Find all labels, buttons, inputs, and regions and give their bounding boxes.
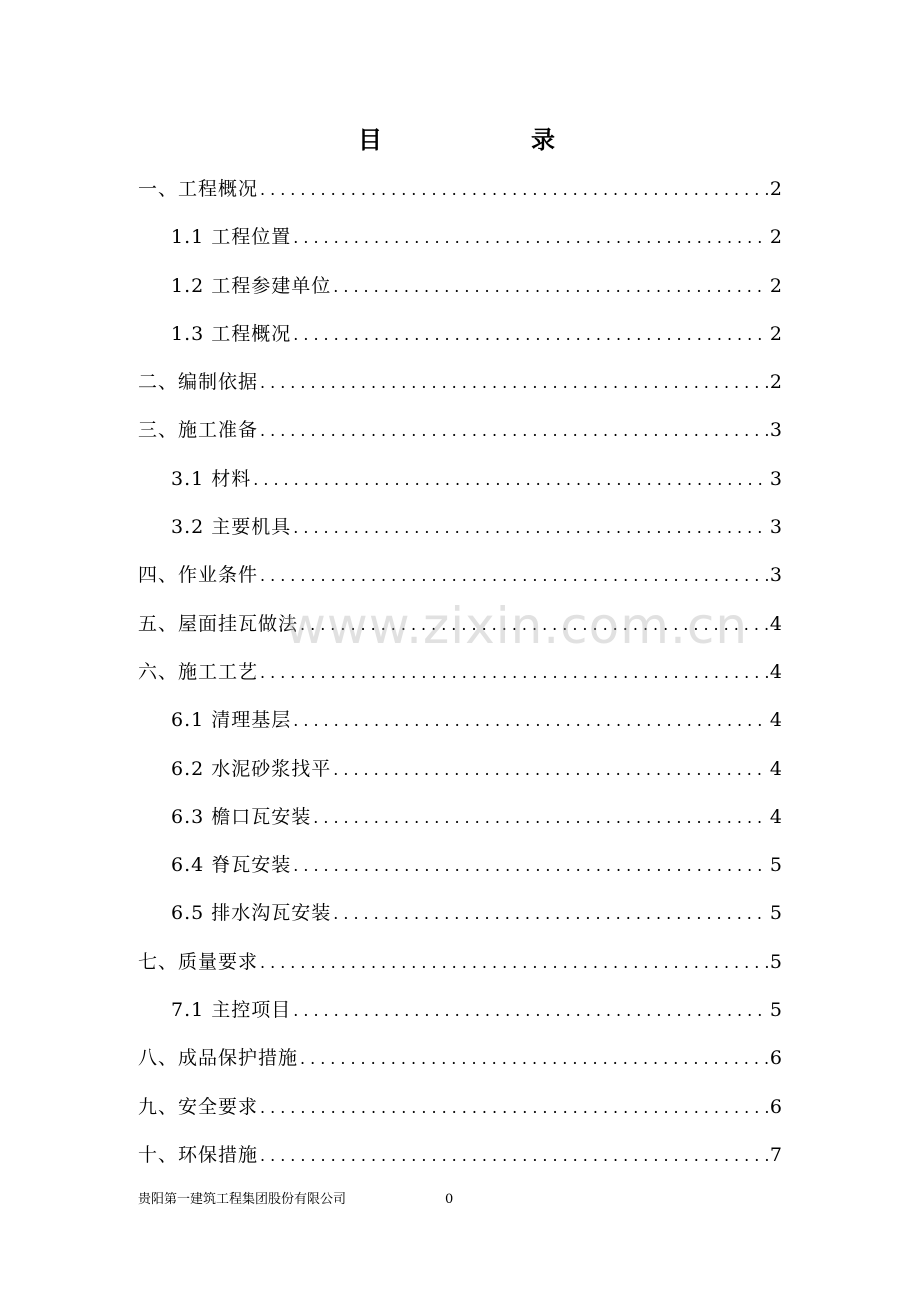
toc-entry-page: 2 xyxy=(769,274,782,297)
toc-entry-page: 4 xyxy=(769,805,782,828)
toc-entry-page: 3 xyxy=(769,467,782,490)
title-char-1: 目 xyxy=(358,125,382,154)
toc-entry-label: 1.2 工程参建单位 xyxy=(171,274,332,297)
toc-entry-page: 5 xyxy=(769,854,782,877)
toc-entry[interactable] xyxy=(138,406,782,454)
page-title xyxy=(0,122,920,158)
footer-page-number: 0 xyxy=(445,1192,454,1207)
toc-entry-label: 6.3 檐口瓦安装 xyxy=(171,805,312,828)
toc-entry[interactable] xyxy=(138,455,782,503)
toc-leader-dots xyxy=(260,166,768,214)
toc-entry-label: 6.4 脊瓦安装 xyxy=(171,854,292,877)
toc-entry-label: 四、作业条件 xyxy=(138,564,259,587)
toc-entry-page: 4 xyxy=(769,612,782,635)
title-char-2: 录 xyxy=(531,125,555,154)
toc-entry-label: 6.5 排水沟瓦安装 xyxy=(171,902,332,925)
toc-entry-label: 三、施工准备 xyxy=(138,419,259,442)
toc-leader-dots xyxy=(260,407,768,455)
toc-entry[interactable] xyxy=(138,938,782,986)
toc-leader-dots xyxy=(260,1084,768,1132)
toc-entry[interactable] xyxy=(138,793,782,841)
toc-entry[interactable] xyxy=(138,648,782,696)
toc-entry-page: 6 xyxy=(769,1047,782,1070)
toc-leader-dots xyxy=(293,842,768,890)
toc-entry-label: 一、工程概况 xyxy=(138,178,259,200)
toc-entry-label: 七、质量要求 xyxy=(138,950,259,973)
toc-entry[interactable] xyxy=(138,986,782,1034)
toc-entry-page: 5 xyxy=(769,999,782,1022)
toc-entry[interactable] xyxy=(138,503,782,551)
toc-entry[interactable] xyxy=(138,696,782,744)
toc-entry-label: 八、成品保护措施 xyxy=(138,1047,299,1070)
toc-entry-page: 2 xyxy=(769,371,782,394)
toc-entry-page: 2 xyxy=(769,178,782,200)
toc-leader-dots xyxy=(293,214,768,262)
toc-leader-dots xyxy=(293,504,768,552)
toc-entry-page: 3 xyxy=(769,516,782,539)
toc-entry-page: 3 xyxy=(769,564,782,587)
toc-leader-dots xyxy=(313,794,768,842)
toc-leader-dots xyxy=(293,311,768,359)
toc-entry-label: 3.2 主要机具 xyxy=(171,516,292,539)
toc-entry[interactable] xyxy=(138,165,782,213)
toc-leader-dots xyxy=(260,649,768,697)
toc-entry-label: 6.1 清理基层 xyxy=(171,709,292,732)
toc-entry-label: 六、施工工艺 xyxy=(138,660,259,683)
toc-entry[interactable] xyxy=(138,889,782,937)
toc-entry-label: 十、环保措施 xyxy=(138,1143,259,1166)
toc-entry-page: 4 xyxy=(769,709,782,732)
toc-leader-dots xyxy=(260,939,768,987)
toc-leader-dots xyxy=(253,456,768,504)
toc-entry[interactable] xyxy=(138,745,782,793)
toc-entry-page: 5 xyxy=(769,902,782,925)
toc-entry-label: 3.1 材料 xyxy=(171,467,252,490)
toc-entry[interactable] xyxy=(138,841,782,889)
watermark: www.zixin.com.cn xyxy=(285,597,749,655)
toc-entry[interactable] xyxy=(138,1131,782,1179)
toc-entry-label: 二、编制依据 xyxy=(138,371,259,394)
toc-leader-dots xyxy=(293,987,768,1035)
toc-entry-label: 1.3 工程概况 xyxy=(171,322,292,345)
table-of-contents xyxy=(138,165,782,1179)
toc-entry[interactable] xyxy=(138,358,782,406)
toc-entry-label: 九、安全要求 xyxy=(138,1095,259,1118)
toc-entry-label: 五、屋面挂瓦做法 xyxy=(138,612,299,635)
toc-entry[interactable] xyxy=(138,551,782,599)
toc-entry-page: 5 xyxy=(769,950,782,973)
toc-entry-label: 1.1 工程位置 xyxy=(171,226,292,249)
toc-leader-dots xyxy=(293,697,768,745)
toc-leader-dots xyxy=(300,1035,768,1083)
toc-entry[interactable] xyxy=(138,1034,782,1082)
toc-leader-dots xyxy=(260,1132,768,1180)
toc-entry-label: 7.1 主控项目 xyxy=(171,999,292,1022)
toc-entry-page: 4 xyxy=(769,757,782,780)
toc-leader-dots xyxy=(333,890,768,938)
toc-leader-dots xyxy=(260,552,768,600)
toc-entry-page: 3 xyxy=(769,419,782,442)
toc-leader-dots xyxy=(333,263,768,311)
toc-leader-dots xyxy=(333,746,768,794)
toc-entry-label: 6.2 水泥砂浆找平 xyxy=(171,757,332,780)
toc-entry[interactable] xyxy=(138,1083,782,1131)
toc-entry-page: 6 xyxy=(769,1095,782,1118)
toc-entry-page: 2 xyxy=(769,226,782,249)
toc-entry-page: 2 xyxy=(769,322,782,345)
toc-entry-page: 4 xyxy=(769,660,782,683)
toc-entry[interactable] xyxy=(138,262,782,310)
toc-entry[interactable] xyxy=(138,310,782,358)
toc-leader-dots xyxy=(260,359,768,407)
toc-entry[interactable] xyxy=(138,213,782,261)
footer-company: 贵阳第一建筑工程集团股份有限公司 xyxy=(138,1192,347,1207)
toc-entry-page: 7 xyxy=(769,1143,782,1166)
